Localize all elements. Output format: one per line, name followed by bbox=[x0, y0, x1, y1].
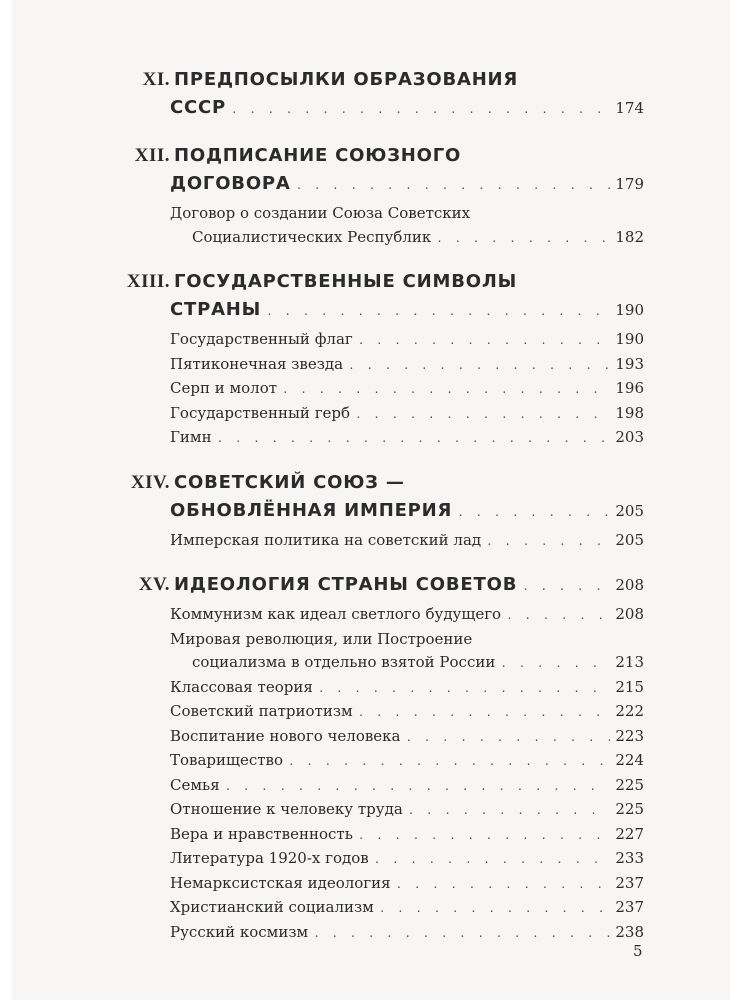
chapter-title bbox=[170, 66, 644, 124]
chapter-title-line: СССР bbox=[170, 97, 227, 118]
dot-leader bbox=[436, 227, 610, 251]
section-entry[interactable] bbox=[170, 798, 644, 823]
section-page-number: 225 bbox=[615, 775, 644, 794]
section-entry[interactable] bbox=[170, 202, 644, 250]
section-entry[interactable] bbox=[170, 725, 644, 750]
section-entry[interactable] bbox=[170, 749, 644, 774]
dot-leader bbox=[288, 750, 610, 774]
chapter-number: XIII. bbox=[126, 271, 170, 292]
chapter-number: XV. bbox=[138, 574, 170, 595]
dot-leader bbox=[408, 799, 611, 823]
dot-leader bbox=[506, 604, 610, 628]
dot-leader bbox=[231, 96, 610, 124]
dot-leader bbox=[355, 403, 610, 427]
section-page-number: 227 bbox=[615, 824, 644, 843]
dot-leader bbox=[486, 530, 610, 554]
section-page-number: 237 bbox=[615, 873, 644, 892]
chapter-entry[interactable] bbox=[120, 469, 644, 554]
section-title-line: Гимн bbox=[170, 428, 212, 446]
dot-leader bbox=[266, 298, 610, 326]
chapter-title bbox=[170, 571, 644, 601]
section-page-number: 190 bbox=[615, 330, 644, 348]
section-title-line: Пятиконечная звезда bbox=[170, 354, 344, 373]
chapter-entry[interactable] bbox=[120, 571, 644, 945]
section-entry[interactable] bbox=[170, 529, 644, 554]
section-entry[interactable] bbox=[170, 676, 644, 701]
section-entry[interactable] bbox=[170, 328, 644, 353]
section-page-number: 198 bbox=[615, 403, 644, 422]
dot-leader bbox=[225, 775, 611, 799]
dot-leader bbox=[522, 573, 610, 601]
section-page-number: 193 bbox=[615, 354, 644, 373]
chapter-title-line: ГОСУДАРСТВЕННЫЕ СИМВОЛЫ bbox=[174, 271, 518, 292]
dot-leader bbox=[217, 427, 611, 451]
chapter-entry[interactable] bbox=[120, 66, 644, 124]
section-title-line: Серп и молот bbox=[170, 379, 278, 397]
section-title-line: Товарищество bbox=[170, 751, 284, 769]
section-title-line: Вера и нравственность bbox=[170, 824, 353, 843]
section-list bbox=[170, 328, 644, 451]
section-page-number: 203 bbox=[615, 428, 644, 446]
section-title-line: Договор о создании Союза Советских bbox=[170, 204, 471, 222]
section-entry[interactable] bbox=[170, 921, 644, 946]
section-entry[interactable] bbox=[170, 847, 644, 872]
section-list bbox=[170, 603, 644, 945]
section-entry[interactable] bbox=[170, 353, 644, 378]
section-entry[interactable] bbox=[170, 426, 644, 451]
table-of-contents bbox=[120, 66, 644, 963]
section-entry[interactable] bbox=[170, 377, 644, 402]
section-entry[interactable] bbox=[170, 628, 644, 676]
dot-leader bbox=[358, 701, 611, 725]
book-page bbox=[12, 0, 728, 1000]
section-title-line: Социалистических Республик bbox=[192, 227, 432, 246]
chapter-title-line: ПРЕДПОСЫЛКИ ОБРАЗОВАНИЯ bbox=[174, 69, 519, 90]
section-page-number: 224 bbox=[615, 751, 644, 769]
section-title-line: Классовая теория bbox=[170, 677, 313, 696]
section-title-line: Государственный флаг bbox=[170, 330, 353, 348]
dot-leader bbox=[374, 848, 611, 872]
dot-leader bbox=[379, 897, 611, 921]
section-page-number: 223 bbox=[615, 726, 644, 745]
chapter-title bbox=[170, 268, 644, 326]
section-title-line: Христианский социализм bbox=[170, 898, 374, 916]
chapter-page-number: 190 bbox=[615, 301, 644, 319]
section-page-number: 238 bbox=[615, 922, 644, 941]
chapter-title-line: ИДЕОЛОГИЯ СТРАНЫ СОВЕТОВ bbox=[174, 574, 518, 595]
chapter-title bbox=[170, 469, 644, 527]
chapter-entry[interactable] bbox=[120, 142, 644, 250]
section-page-number: 215 bbox=[615, 677, 644, 696]
section-title-line: Немарксистская идеология bbox=[170, 873, 391, 892]
section-entry[interactable] bbox=[170, 872, 644, 897]
chapter-number: XI. bbox=[142, 69, 170, 90]
section-entry[interactable] bbox=[170, 823, 644, 848]
dot-leader bbox=[406, 726, 611, 750]
section-entry[interactable] bbox=[170, 603, 644, 628]
chapter-number: XIV. bbox=[130, 471, 170, 493]
chapter-number: XII. bbox=[134, 145, 170, 166]
section-entry[interactable] bbox=[170, 402, 644, 427]
dot-leader bbox=[296, 172, 611, 200]
chapter-title-line: ПОДПИСАНИЕ СОЮЗНОГО bbox=[174, 145, 462, 166]
section-title-line: Коммунизм как идеал светлого будущего bbox=[170, 605, 502, 623]
section-page-number: 213 bbox=[615, 653, 644, 671]
chapter-page-number: 179 bbox=[615, 175, 644, 193]
section-list bbox=[170, 529, 644, 554]
chapter-title-line: ОБНОВЛЁННАЯ ИМПЕРИЯ bbox=[170, 499, 453, 521]
dot-leader bbox=[318, 677, 611, 701]
section-page-number: 196 bbox=[615, 379, 644, 397]
section-title-line: Литература 1920-х годов bbox=[170, 849, 369, 867]
section-title-line: Семья bbox=[170, 775, 220, 794]
section-page-number: 222 bbox=[615, 702, 644, 720]
dot-leader bbox=[500, 652, 610, 676]
section-title-line: Отношение к человеку труда bbox=[170, 800, 403, 818]
section-list bbox=[170, 202, 644, 250]
section-title-line: Советский патриотизм bbox=[170, 702, 353, 720]
dot-leader bbox=[396, 873, 611, 897]
section-title-line: Русский космизм bbox=[170, 922, 309, 941]
section-title-line: Государственный герб bbox=[170, 403, 351, 422]
section-entry[interactable] bbox=[170, 896, 644, 921]
dot-leader bbox=[358, 329, 611, 353]
section-page-number: 182 bbox=[615, 227, 644, 246]
page-number: 5 bbox=[633, 942, 643, 960]
dot-leader bbox=[457, 499, 610, 527]
chapter-page-number: 174 bbox=[615, 99, 644, 117]
chapter-entry[interactable] bbox=[120, 268, 644, 451]
chapter-title bbox=[170, 142, 644, 200]
section-page-number: 233 bbox=[615, 849, 644, 867]
section-page-number: 208 bbox=[615, 605, 644, 623]
chapter-page-number: 205 bbox=[615, 501, 644, 520]
section-title-line: Воспитание нового человека bbox=[170, 726, 401, 745]
dot-leader bbox=[282, 378, 610, 402]
section-title-line: социализма в отдельно взятой России bbox=[192, 653, 496, 671]
section-page-number: 237 bbox=[615, 898, 644, 916]
section-page-number: 205 bbox=[615, 530, 644, 549]
section-page-number: 225 bbox=[615, 800, 644, 818]
chapter-title-line: СТРАНЫ bbox=[170, 299, 262, 320]
chapter-title-line: ДОГОВОРА bbox=[170, 173, 291, 194]
dot-leader bbox=[313, 922, 610, 946]
chapter-title-line: СОВЕТСКИЙ СОЮЗ — bbox=[174, 471, 405, 493]
chapter-page-number: 208 bbox=[615, 576, 644, 594]
section-entry[interactable] bbox=[170, 774, 644, 799]
section-entry[interactable] bbox=[170, 700, 644, 725]
section-title-line: Мировая революция, или Построение bbox=[170, 629, 473, 648]
section-title-line: Имперская политика на советский лад bbox=[170, 530, 482, 549]
dot-leader bbox=[348, 354, 610, 378]
dot-leader bbox=[358, 824, 610, 848]
